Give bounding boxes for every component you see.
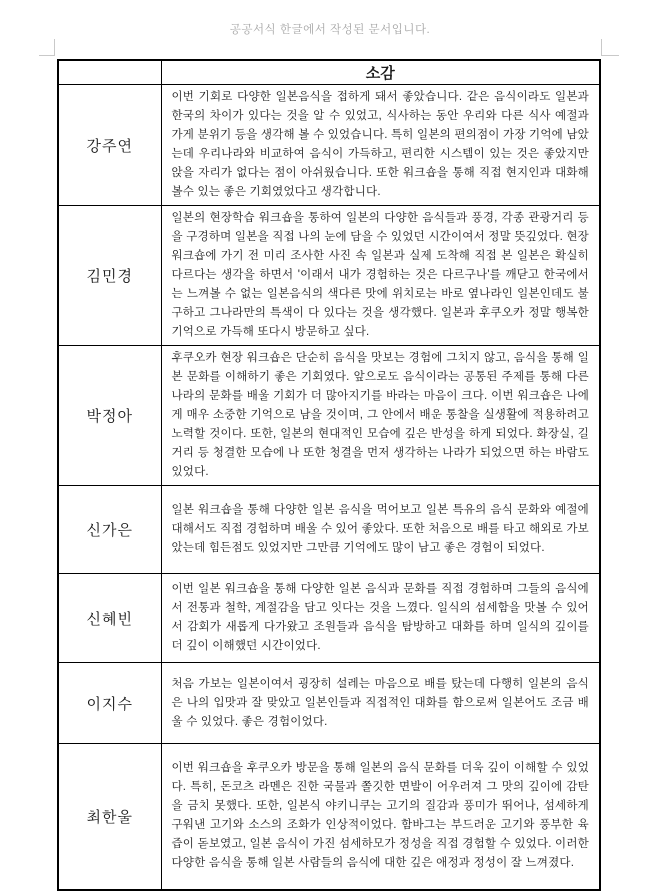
student-comment: 일본 워크숍을 통해 다양한 일본 음식을 먹어보고 일본 특유의 음식 문화와 예절에 대해서도 직접 경험하며 배울 수 있어 좋았다. 또한 처음으로 배를 타고 해외로 가보았는데 힘든점도 있었지만 그만큼 기억에도 많이 남고 좋은 경험이 되었다. [161, 486, 600, 574]
table-header-row [58, 60, 600, 85]
student-comment: 이번 일본 워크숍을 통해 다양한 일본 음식과 문화를 직접 경험하며 그들의 음식에서 전통과 철학, 계절감을 담고 잇다는 것을 느꼈다. 일식의 섬세함을 맛볼 수 있어서 감회가 새롭게 다가왔고 조원들과 음식을 탐방하고 대화를 하며 일식의 깊이를 더 깊이 이해했던 시간이었다. [161, 574, 600, 663]
student-name: 최한울 [58, 744, 161, 890]
student-name: 김민경 [58, 206, 161, 346]
student-comment: 처음 가보는 일본이여서 굉장히 설레는 마음으로 배를 탔는데 다행히 일본의 음식은 나의 입맛과 잘 맞았고 일본인들과 직접적인 대화를 함으로써 일본어도 조금 배울 수 있었다. 좋은 경험이었다. [161, 663, 600, 744]
table-row [58, 85, 600, 206]
table-title: 소감 [161, 60, 600, 85]
header-blank-cell [58, 60, 161, 85]
student-name: 박정아 [58, 346, 161, 486]
table-row [58, 486, 600, 574]
table-row [58, 744, 600, 890]
student-comment: 후쿠오카 현장 워크숍은 단순히 음식을 맛보는 경험에 그치지 않고, 음식을 통해 일본 문화를 이해하기 좋은 기회였다. 앞으로도 음식이라는 공통된 주제를 통해 다른 나라의 문화를 배울 기회가 더 많아지기를 바라는 마음이 크다. 이번 워크숍은 나에게 매우 소중한 기억으로 남을 것이며, 그 안에서 배운 통찰을 실생활에 적용하려고 노력할 것이다. 또한, 일본의 현대적인 모습에 깊은 반성을 하게 되었다. 화장실, 길거리 등 청결한 모습에 나 또한 청결을 먼저 생각하는 나라가 되었으면 하는 바람도 있었다. [161, 346, 600, 486]
student-name: 신혜빈 [58, 574, 161, 663]
student-name: 강주연 [58, 85, 161, 206]
crop-mark-top-right [601, 39, 619, 56]
student-comment: 이번 기회로 다양한 일본음식을 접하게 돼서 좋았습니다. 같은 음식이라도 일본과 한국의 차이가 있다는 것을 알 수 있었고, 식사하는 동안 우리와 다른 식사 예절과 가게 분위기 등을 생각해 볼 수 있었습니다. 특히 일본의 편의점이 가장 기억에 남았는데 우리나라와 비교하여 음식이 가득하고, 편리한 시스템이 있는 것은 좋았지만 앉을 자리가 없다는 점이 아쉬웠습니다. 또한 워크숍을 통해 직접 현지인과 대화해 볼수 있는 좋은 기회였었다고 생각합니다. [161, 85, 600, 206]
table-row [58, 574, 600, 663]
table-row [58, 206, 600, 346]
table-row [58, 663, 600, 744]
student-comment: 이번 워크숍을 후쿠오카 방문을 통해 일본의 음식 문화를 더욱 깊이 이해할 수 있었다. 특히, 돈코츠 라멘은 진한 국물과 쫄깃한 면발이 어우러져 그 맛의 깊이에 감탄을 금치 못했다. 또한, 일본식 야키니쿠는 고기의 질감과 풍미가 뛰어나, 섬세하게 구워낸 고기와 소스의 조화가 인상적이었다. 함바그는 부드러운 고기와 풍부한 육즙이 돋보였고, 일본 음식이 가진 섬세하모가 정성을 직접 경험할 수 있었다. 이러한 다양한 음식을 통해 일본 사람들의 음식에 대한 깊은 애정과 정성이 잘 느껴졌다. [161, 744, 600, 890]
student-name: 신가은 [58, 486, 161, 574]
student-comment: 일본의 현장학습 워크숍을 통하여 일본의 다양한 음식들과 풍경, 각종 관광거리 등을 구경하며 일본을 직접 나의 눈에 담을 수 있었던 시간이여서 정말 뜻깊었다. 현장 워크숍에 가기 전 미리 조사한 사진 속 일본과 실제 도착해 직접 본 일본은 확실히 다르다는 생각을 하면서 '이래서 내가 경험하는 것은 다르구나'를 깨닫고 한국에서는 느껴볼 수 없는 일본음식의 색다른 맛에 위치로는 바로 옆나라인 일본인데도 불구하고 그나라만의 특색이 다 있다는 것을 생각했다. 일본과 후쿠오카 정말 행복한 기억으로 가득해 또다시 방문하고 싶다. [161, 206, 600, 346]
crop-mark-top-left [39, 39, 55, 56]
student-name: 이지수 [58, 663, 161, 744]
watermark-text: 공공서식 한글에서 작성된 문서입니다. [229, 24, 431, 36]
table-row [58, 346, 600, 486]
reflection-table [57, 59, 601, 891]
